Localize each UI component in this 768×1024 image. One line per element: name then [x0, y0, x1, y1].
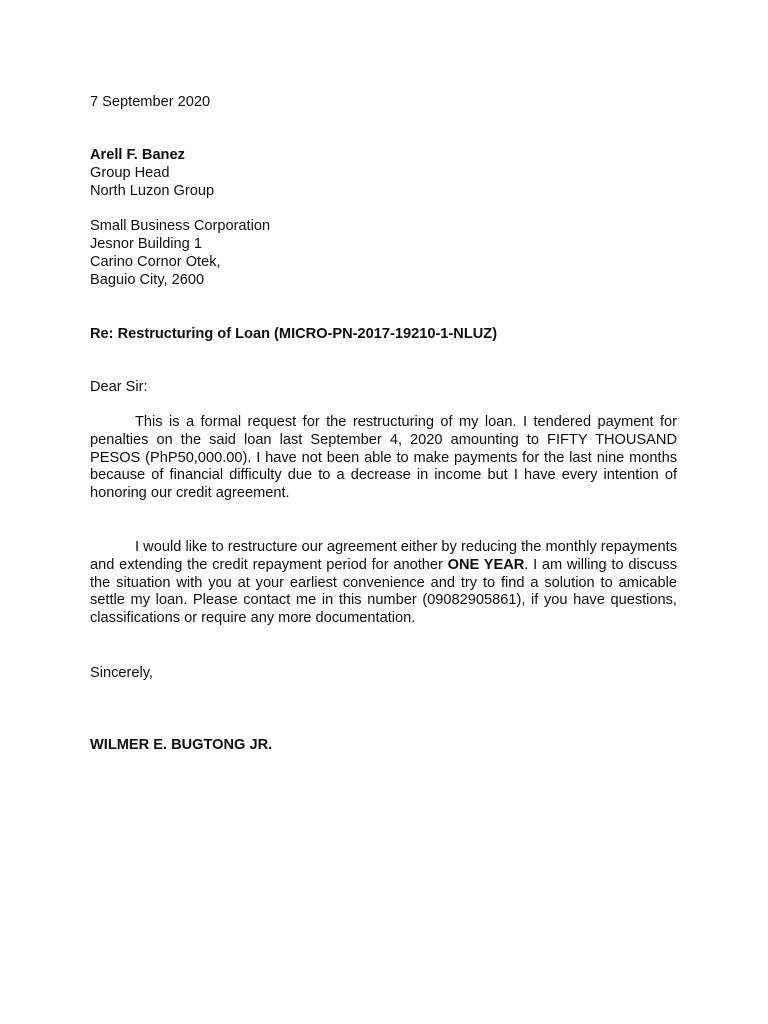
- recipient-title: Group Head: [90, 165, 170, 181]
- letter-subject: Re: Restructuring of Loan (MICRO-PN-2017-19210-1-NLUZ): [90, 326, 498, 342]
- body-paragraph-2-emphasis: ONE YEAR: [447, 556, 525, 573]
- recipient-group: North Luzon Group: [90, 183, 215, 199]
- recipient-address-line3: Baguio City, 2600: [90, 272, 205, 288]
- body-paragraph-2: [90, 539, 677, 628]
- body-paragraph-1: [90, 414, 677, 503]
- recipient-company: Small Business Corporation: [90, 218, 271, 234]
- body-paragraph-2-text-start: I would like to restructure our agreement either by reducing the monthly repayments and extending the credit repayment period for another: [90, 539, 677, 573]
- signatory-name: WILMER E. BUGTONG JR.: [90, 737, 273, 753]
- recipient-name: Arell F. Banez: [90, 147, 185, 163]
- recipient-address-line1: Jesnor Building 1: [90, 236, 202, 252]
- letter-closing: Sincerely,: [90, 665, 153, 681]
- body-paragraph-1-text: This is a formal request for the restructuring of my loan. I tendered payment for penalties on the said loan last September 4, 2020 amounting to FIFTY THOUSAND PESOS (PhP50,000.00). I have not been able to make payments for the last nine months because of financial difficulty due to a decrease in income but I have every intention of honoring our credit agreement.: [90, 414, 677, 502]
- body-paragraph-2-text-end: . I am willing to discuss the situation with you at your earliest convenience and try to find a solution to amicable settle my loan. Please contact me in this number (09082905861), if you have questions, classifications or require any more documentation.: [90, 556, 677, 627]
- letter-date: 7 September 2020: [90, 94, 211, 110]
- recipient-address-line2: Carino Cornor Otek,: [90, 254, 221, 270]
- letter-salutation: Dear Sir:: [90, 379, 148, 395]
